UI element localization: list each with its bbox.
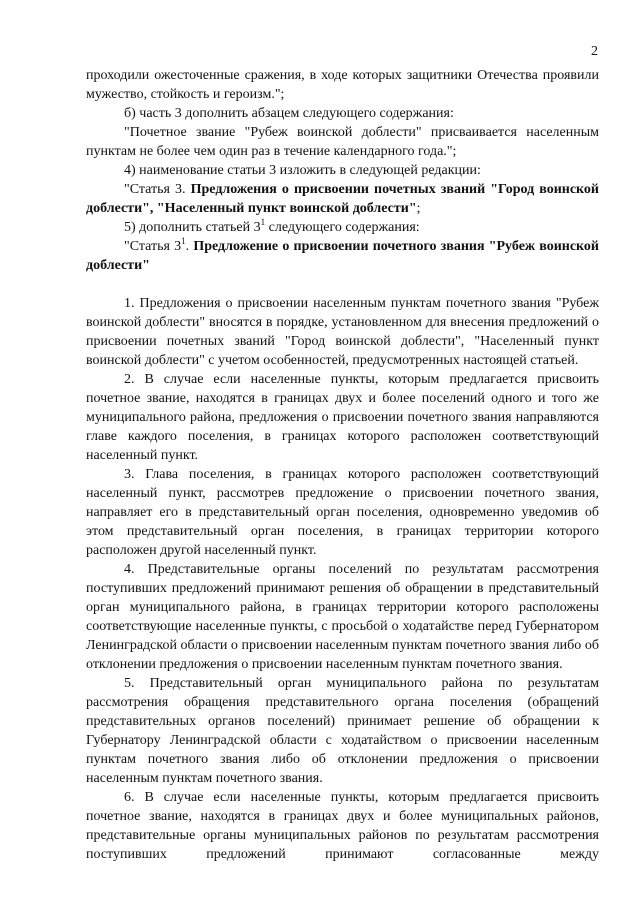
amendment-item-4: 4) наименование статьи 3 изложить в следующей редакции: xyxy=(124,163,481,178)
point-2: 2. В случае если населенные пункты, которым предлагается присвоить почетное звание, находятся в границах двух и более поселений одного и того же муниципального района, предложения о присвоении почетного звания направляются главе каждого поселения, в границах которого расположен соответствующий населенный пункт. xyxy=(86,372,599,463)
article-3-title: Предложения о присвоении почетных званий "Город воинской доблести", "Населенный пункт воинской доблести" xyxy=(86,182,599,216)
item-5-text: 5) дополнить статьей 3 xyxy=(124,220,261,235)
article-3-heading xyxy=(86,180,599,218)
amendment-item-5 xyxy=(86,218,599,237)
paragraph-gap xyxy=(86,275,599,294)
point-3: 3. Глава поселения, в границах которого расположен соответствующий населенный пункт, рассмотрев предложение о присвоении почетного звания, направляет его в представительный орган поселения, одновременно уведомив об этом представительный орган поселения, в границах территории которого расположен другой населенный пункт. xyxy=(86,467,599,558)
point-6: 6. В случае если населенные пункты, которым предлагается присвоить почетное звание, находятся в границах двух и более муниципальных районов, представительные органы муниципальных районов по результатам рассмотрения поступивших предложений принимают согласованные между xyxy=(86,790,599,862)
article-3-suffix: ; xyxy=(416,201,421,216)
article-3-prefix: "Статья 3. xyxy=(124,182,186,197)
amendment-item-b: б) часть 3 дополнить абзацем следующего содержания: xyxy=(124,106,454,121)
document-body xyxy=(86,66,599,864)
article-3-1-title: Предложение о присвоении почетного звания "Рубеж воинской доблести" xyxy=(86,239,599,273)
article-3-1-heading xyxy=(86,237,599,275)
page-number: 2 xyxy=(591,44,598,59)
point-4: 4. Представительные органы поселений по результатам рассмотрения поступивших предложений принимают решения об обращении в представительный орган муниципального района, в границах территории которого расположены соответствующие населенные пункты, с просьбой о ходатайстве перед Губернатором Ленинградской области о присвоении населенным пунктам почетного звания либо об отклонении предложения о присвоении населенным пунктам почетного звания. xyxy=(86,562,599,672)
article-3-1-superscript: 1 xyxy=(181,236,186,246)
quoted-honor-paragraph: "Почетное звание "Рубеж воинской доблести" присваивается населенным пунктам не более чем один раз в течение календарного года."; xyxy=(86,125,599,159)
article-3-1-dot: . xyxy=(185,239,190,254)
point-1: 1. Предложения о присвоении населенным пунктам почетного звания "Рубеж воинской доблести" вносятся в порядке, установленном для внесения предложений о присвоении почетных званий "Город воинской доблести", "Населенный пункт воинской доблести" с учетом особенностей, предусмотренных настоящей статьей. xyxy=(86,296,599,368)
item-5-superscript: 1 xyxy=(260,217,266,227)
article-3-1-prefix: "Статья 3 xyxy=(124,239,182,254)
point-5: 5. Представительный орган муниципального района по результатам рассмотрения обращения представительного органа поселения (обращений представительных органов поселений) принимает решение об обращении к Губернатору Ленинградской области с ходатайством о присвоении населенным пунктам почетного звания либо об отклонении предложения о присвоении населенным пунктам почетного звания. xyxy=(86,676,599,786)
item-5-tail: следующего содержания: xyxy=(265,220,420,235)
carry-over-paragraph: проходили ожесточенные сражения, в ходе которых защитники Отечества проявили мужество, стойкость и героизм."; xyxy=(86,68,599,102)
